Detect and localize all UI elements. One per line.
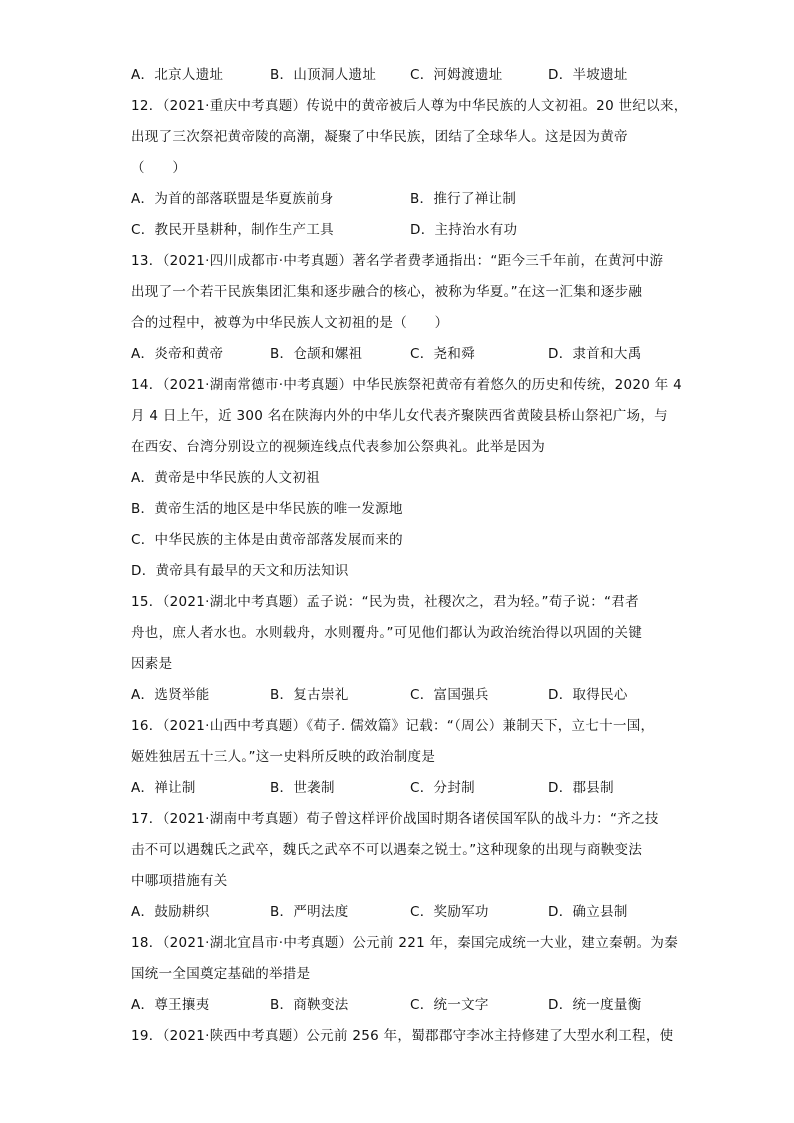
q11-options — [131, 60, 671, 91]
q12-option-c[interactable]: C．教民开垦耕种，制作生产工具 — [131, 222, 334, 238]
q16-options — [131, 773, 671, 804]
q17-option-a[interactable]: A．鼓励耕织 — [131, 904, 210, 920]
q13-options — [131, 339, 671, 370]
q18-stem-line-2: 国统一全国奠定基础的举措是 — [131, 966, 311, 982]
q17-option-d[interactable]: D．确立县制 — [548, 904, 628, 920]
q12-options-row-2 — [131, 215, 671, 246]
q14-stem-line-1: 14．（2021·湖南常德市·中考真题）中华民族祭祀黄帝有着悠久的历史和传统，2020 年 4 — [131, 377, 682, 393]
q18-option-c[interactable]: C．统一文字 — [410, 997, 489, 1013]
q13-option-a[interactable]: A．炎帝和黄帝 — [131, 346, 224, 362]
q17-option-b[interactable]: B．严明法度 — [270, 904, 349, 920]
q17-stem-line-1: 17．（2021·湖南中考真题）荀子曾这样评价战国时期各诸侯国军队的战斗力：“齐之技 — [131, 811, 659, 827]
q14-option-d[interactable]: D．黄帝具有最早的天文和历法知识 — [131, 563, 349, 579]
q12-option-b[interactable]: B．推行了禅让制 — [410, 191, 517, 207]
q17-stem-line-3: 中哪项措施有关 — [131, 873, 228, 889]
q18-option-b[interactable]: B．商鞅变法 — [270, 997, 349, 1013]
q16-option-b[interactable]: B．世袭制 — [270, 780, 335, 796]
q14-option-c[interactable]: C．中华民族的主体是由黄帝部落发展而来的 — [131, 532, 403, 548]
q15-option-a[interactable]: A．选贤举能 — [131, 687, 210, 703]
q15-stem-line-3: 因素是 — [131, 656, 173, 672]
q11-option-d[interactable]: D．半坡遗址 — [548, 67, 628, 83]
q17-stem-line-2: 击不可以遇魏氏之武卒，魏氏之武卒不可以遇秦之锐士。”这种现象的出现与商鞅变法 — [131, 842, 643, 858]
q17-option-c[interactable]: C．奖励军功 — [410, 904, 489, 920]
q12-stem-line-2: 出现了三次祭祀黄帝陵的高潮，凝聚了中华民族，团结了全球华人。这是因为黄帝 — [131, 129, 628, 145]
q12-stem-line-1: 12．（2021·重庆中考真题）传说中的黄帝被后人尊为中华民族的人文初祖。20 世纪以来， — [131, 98, 688, 114]
q14-option-b[interactable]: B．黄帝生活的地区是中华民族的唯一发源地 — [131, 501, 403, 517]
q16-stem-line-2: 姬姓独居五十三人。”这一史料所反映的政治制度是 — [131, 749, 436, 765]
q13-stem-line-2: 出现了一个若干民族集团汇集和逐步融合的核心，被称为华夏。”在这一汇集和逐步融 — [131, 284, 643, 300]
q13-stem-line-1: 13．（2021·四川成都市·中考真题）著名学者费孝通指出：“距今三千年前，在黄河中游 — [131, 253, 664, 269]
q18-option-d[interactable]: D．统一度量衡 — [548, 997, 642, 1013]
q12-option-d[interactable]: D．主持治水有功 — [410, 222, 518, 238]
q15-option-d[interactable]: D．取得民心 — [548, 687, 628, 703]
q18-options — [131, 990, 671, 1021]
q15-options — [131, 680, 671, 711]
q13-option-c[interactable]: C．尧和舜 — [410, 346, 475, 362]
q15-stem-line-1: 15．（2021·湖北中考真题）孟子说：“民为贵，社稷次之，君为轻。”荀子说：“君者 — [131, 594, 639, 610]
q13-option-d[interactable]: D．隶首和大禹 — [548, 346, 642, 362]
q17-options — [131, 897, 671, 928]
q12-options-row-1 — [131, 184, 671, 215]
exam-page — [131, 60, 688, 1052]
q11-option-c[interactable]: C．河姆渡遗址 — [410, 67, 503, 83]
q14-stem-line-3: 在西安、台湾分别设立的视频连线点代表参加公祭典礼。此举是因为 — [131, 439, 545, 455]
q18-stem-line-1: 18．（2021·湖北宜昌市·中考真题）公元前 221 年，秦国完成统一大业，建立秦朝。为秦 — [131, 935, 679, 951]
q16-stem-line-1: 16．（2021·山西中考真题）《荀子. 儒效篇》记载：“（周公）兼制天下，立七十一国， — [131, 718, 655, 734]
q11-option-a[interactable]: A．北京人遗址 — [131, 67, 224, 83]
q19-stem-line-1: 19．（2021·陕西中考真题）公元前 256 年，蜀郡郡守李冰主持修建了大型水利工程，使 — [131, 1028, 674, 1044]
q16-option-a[interactable]: A．禅让制 — [131, 780, 196, 796]
q14-option-a[interactable]: A．黄帝是中华民族的人文初祖 — [131, 470, 320, 486]
q14-stem-line-2: 月 4 日上午，近 300 名在陕海内外的中华儿女代表齐聚陕西省黄陵县桥山祭祀广场，与 — [131, 408, 668, 424]
q12-option-a[interactable]: A．为首的部落联盟是华夏族前身 — [131, 191, 334, 207]
q13-stem-line-3: 合的过程中，被尊为中华民族人文初祖的是（ ） — [131, 315, 449, 331]
q15-option-b[interactable]: B．复古崇礼 — [270, 687, 349, 703]
q12-stem-line-3: （ ） — [131, 160, 187, 176]
q16-option-d[interactable]: D．郡县制 — [548, 780, 614, 796]
q11-option-b[interactable]: B．山顶洞人遗址 — [270, 67, 377, 83]
q18-option-a[interactable]: A．尊王攘夷 — [131, 997, 210, 1013]
q13-option-b[interactable]: B．仓颉和嫘祖 — [270, 346, 363, 362]
q15-stem-line-2: 舟也，庶人者水也。水则载舟，水则覆舟。”可见他们都认为政治统治得以巩固的关键 — [131, 625, 643, 641]
q16-option-c[interactable]: C．分封制 — [410, 780, 475, 796]
q15-option-c[interactable]: C．富国强兵 — [410, 687, 489, 703]
